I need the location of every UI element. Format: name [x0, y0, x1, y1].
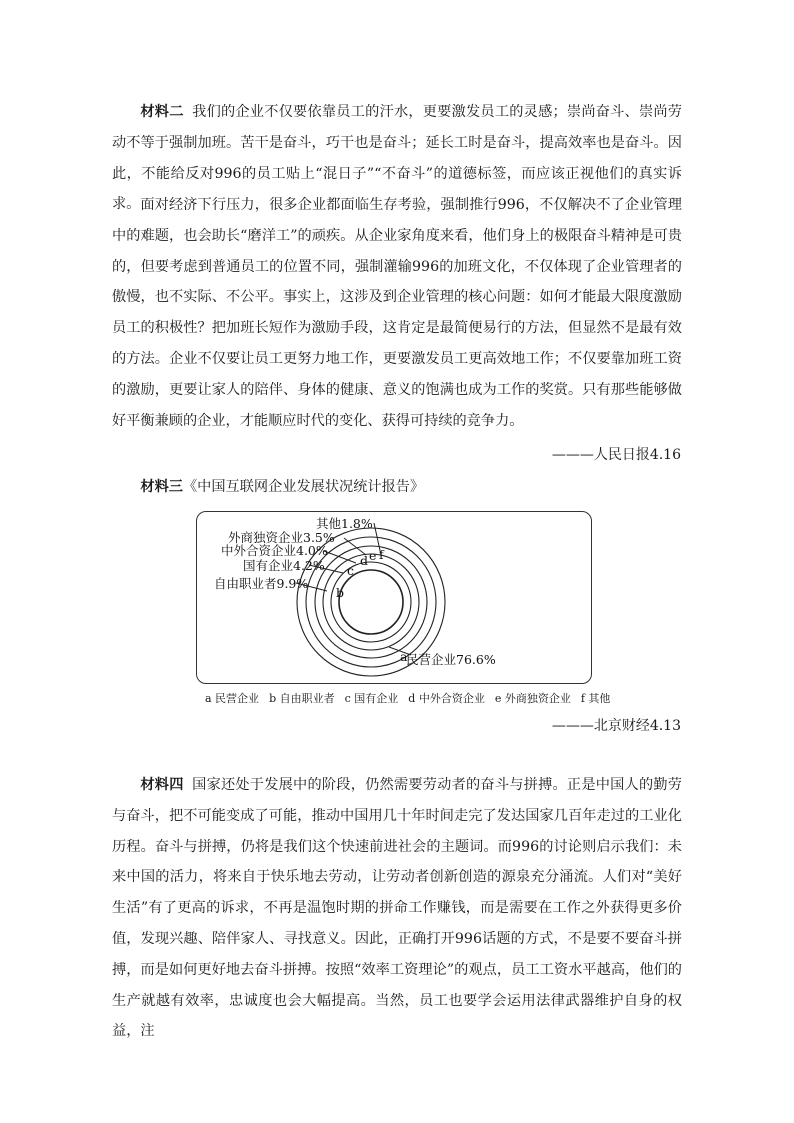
- ring-e: [331, 562, 411, 642]
- chart-ring-letters: [336, 547, 408, 664]
- legend-item-b: b 自由职业者: [269, 692, 335, 705]
- ring-letter-b: b: [336, 585, 345, 600]
- material3-report-title: 《中国互联网企业发展状况统计报告》: [182, 479, 425, 495]
- ring-letter-d: d: [360, 553, 369, 568]
- material3-label: [112, 476, 424, 496]
- material2-p1-text: 我们的企业不仅要依靠员工的汗水，更要激发员工的灵感；崇尚奋斗、崇尚劳动不等于强制加班。苦干是奋斗，巧干也是奋斗；延长工时是奋斗，提高效率也是奋斗。因此，不能给反对996的员工贴上“混日子”“不奋斗”的道德标签，而应该正视他们的真实诉求。: [112, 104, 682, 213]
- material4-heading: 材料四: [140, 777, 184, 793]
- legend-item-c: c 国有企业: [344, 692, 399, 705]
- ring-d: [323, 554, 419, 650]
- ring-f: [339, 570, 403, 634]
- legend-item-e: e 外商独资企业: [494, 692, 571, 705]
- material3-source: ———北京财经4.13: [551, 718, 681, 734]
- ring-letter-c: c: [347, 563, 355, 578]
- leader-line-d: [324, 551, 356, 563]
- material3-heading: 材料三: [140, 479, 183, 495]
- callout-label-f: 其他1.8%: [316, 516, 373, 531]
- ring-letter-a: a: [400, 649, 408, 664]
- material2-heading: 材料二: [140, 104, 184, 120]
- legend-item-a: a 民营企业: [205, 692, 260, 705]
- callout-label-c: 国有企业4.2%: [243, 558, 325, 573]
- ring-letter-f: f: [379, 547, 384, 562]
- chart-legend: [205, 690, 620, 706]
- callout-label-a: 民营企业76.6%: [406, 652, 496, 667]
- material2-paragraph-2: 面对经济下行压力，很多企业都面临生存考验，强制推行996，不仅解决不了企业管理中的难题，也会助长“磨洋工”的顽疾。从企业家角度来看，他们身上的极限奋斗精神是可贵的，但要考虑到普通员工的位置不同，强制灌输996的加班文化，不仅体现了企业管理者的傲慢，也不实际、不公平。事实上，这涉及到企业管理的核心问题：如何才能最大限度激励员工的积极性？把加班长短作为激励手段，这肯定是最简便易行的方法，但显然不是最有效的方法。企业不仅要让员工更努力地工作，更要激发员工更高效地工作；不仅要靠加班工资的激励，更要让家人的陪伴、身体的健康、意义的饱满也成为工作的奖赏。只有那些能够做好平衡兼顾的企业，才能顺应时代的变化、获得可持续的竞争力。: [112, 197, 682, 429]
- callout-label-b: 自由职业者9.9%: [214, 576, 309, 591]
- ring-chart: [196, 511, 592, 684]
- callout-label-d: 中外合资企业4.0%: [221, 543, 328, 558]
- callout-label-e: 外商独资企业3.5%: [228, 530, 335, 545]
- ring-letter-e: e: [369, 548, 377, 563]
- legend-item-d: d 中外合资企业: [408, 692, 485, 705]
- material4-p1-text: 国家还处于发展中的阶段，仍然需要劳动者的奋斗与拼搏。正是中国人的勤劳与奋斗，把不可能变成了可能，推动中国用几十年时间走完了发达国家几百年走过的工业化历程。奋斗与拼搏，仍将是我们这个快速前进社会的主题词。而996的讨论则启示我们：未来中国的活力，将来自于快乐地去劳动，让劳动者创新创造的源泉充分涌流。人们对“美好生活”有了更高的诉求，不再是温饱时期的拼命工作赚钱，而是需要在工作之外获得更多价值，发现兴趣、陪伴家人、寻找意义。因此，正确打开996话题的方式，不是要不要奋斗拼搏，而是如何更好地去奋斗拼搏。按照“效率工资理论”的观点，员工工资水平越高，他们的生产就越有效率，忠诚度也会大幅提高。当然，员工也要学会运用法律武器维护自身的权益，注: [112, 777, 682, 1040]
- material2-source: ———人民日报4.16: [551, 447, 681, 463]
- material4-paragraph-1: [112, 770, 682, 1047]
- legend-item-f: f 其他: [580, 692, 611, 705]
